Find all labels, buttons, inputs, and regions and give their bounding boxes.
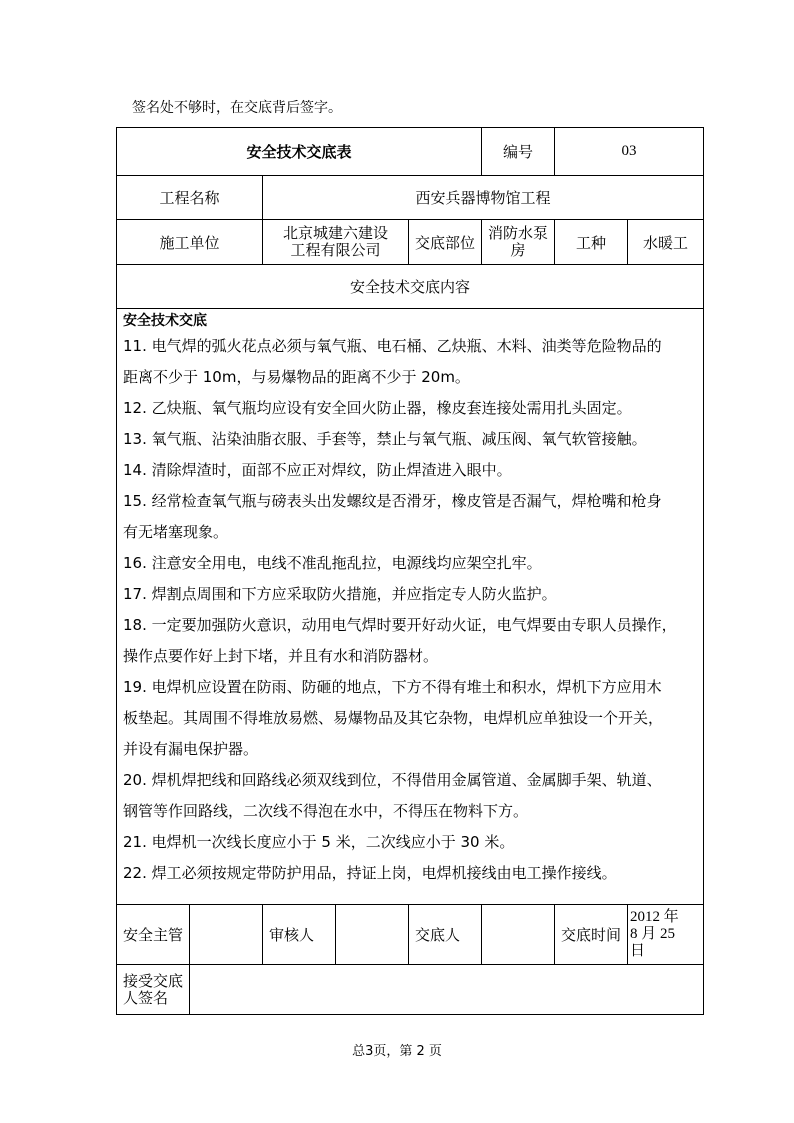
content-line: 钢管等作回路线，二次线不得泡在水中，不得压在物料下方。 — [123, 802, 529, 820]
safety-disclosure-form — [116, 127, 704, 1015]
content-line: 板垫起。其周围不得堆放易燃、易爆物品及其它杂物，电焊机应单独设一个开关， — [123, 709, 664, 727]
content-line: 14. 清除焊渣时，面部不应正对焊纹，防止焊渣进入眼中。 — [123, 461, 512, 479]
signature-note: 签名处不够时，在交底背后签字。 — [132, 100, 342, 116]
number-label: 编号 — [482, 128, 555, 176]
content-line: 并设有漏电保护器。 — [123, 740, 259, 758]
content-heading: 安全技术交底内容 — [117, 265, 704, 309]
content-line: 21. 电焊机一次线长度应小于 5 米，二次线应小于 30 米。 — [123, 833, 515, 851]
receiver-label-line-2: 人签名 — [123, 988, 169, 1007]
form-title: 安全技术交底表 — [117, 128, 482, 176]
trade-value: 水暖工 — [628, 220, 704, 265]
disclosure-date-line-2: 8 月 25 — [630, 926, 676, 942]
trade-label: 工种 — [555, 220, 628, 265]
content-line: 17. 焊割点周围和下方应采取防火措施，并应指定专人防火监护。 — [123, 585, 557, 603]
content-line: 距离不少于 10m，与易爆物品的距离不少于 20m。 — [123, 368, 470, 386]
content-line: 22. 焊工必须按规定带防护用品，持证上岗，电焊机接线由电工操作接线。 — [123, 864, 617, 882]
disclosure-time-label: 交底时间 — [555, 905, 628, 965]
disclosure-part-label: 交底部位 — [409, 220, 482, 265]
construction-unit-line-1: 北京城建六建设 — [282, 224, 388, 242]
disclosure-part-line-1: 消防水泵 — [487, 224, 548, 242]
construction-unit-label: 施工单位 — [117, 220, 263, 265]
disclosure-date-line-1: 2012 年 — [630, 909, 679, 925]
content-line: 16. 注意安全用电，电线不准乱拖乱拉，电源线均应架空扎牢。 — [123, 554, 542, 572]
disclosure-part-line-2: 房 — [510, 241, 526, 259]
receiver-row — [117, 965, 704, 1015]
content-line: 19. 电焊机应设置在防雨、防砸的地点，下方不得有堆土和积水，焊机下方应用木 — [123, 678, 662, 696]
content-subheading: 安全技术交底 — [123, 313, 207, 329]
project-name-label: 工程名称 — [117, 176, 263, 220]
receiver-signature-label — [117, 965, 190, 1015]
content-line: 13. 氧气瓶、沾染油脂衣服、手套等，禁止与氧气瓶、减压阀、氧气软管接触。 — [123, 430, 647, 448]
content-row — [117, 309, 704, 905]
title-row — [117, 128, 704, 176]
discloser-signature[interactable] — [482, 905, 555, 965]
content-line: 操作点要作好上封下堵，并且有水和消防器材。 — [123, 647, 439, 665]
receiver-signature-area[interactable] — [190, 965, 704, 1015]
project-name-value: 西安兵器博物馆工程 — [263, 176, 704, 220]
content-heading-row — [117, 265, 704, 309]
content-line: 11. 电气焊的弧火花点必须与氧气瓶、电石桶、乙炔瓶、木料、油类等危险物品的 — [123, 337, 662, 355]
safety-supervisor-label: 安全主管 — [117, 905, 190, 965]
content-line: 12. 乙炔瓶、氧气瓶均应设有安全回火防止器，橡皮套连接处需用扎头固定。 — [123, 399, 632, 417]
reviewer-label: 审核人 — [263, 905, 336, 965]
content-body — [117, 309, 704, 905]
signoff-row — [117, 905, 704, 965]
safety-supervisor-signature[interactable] — [190, 905, 263, 965]
content-line: 18. 一定要加强防火意识，动用电气焊时要开好动火证，电气焊要由专职人员操作， — [123, 616, 677, 634]
receiver-label-line-1: 接受交底 — [123, 971, 184, 990]
project-row — [117, 176, 704, 220]
unit-row — [117, 220, 704, 265]
number-value: 03 — [555, 128, 704, 176]
disclosure-part-value — [482, 220, 555, 265]
reviewer-signature[interactable] — [336, 905, 409, 965]
content-line: 15. 经常检查氧气瓶与磅表头出发螺纹是否滑牙，橡皮管是否漏气，焊枪嘴和枪身 — [123, 492, 662, 510]
construction-unit-value — [263, 220, 409, 265]
construction-unit-line-2: 工程有限公司 — [290, 241, 381, 259]
content-line: 20. 焊机焊把线和回路线必须双线到位，不得借用金属管道、金属脚手架、轨道、 — [123, 771, 662, 789]
page-footer: 总3页，第 2 页 — [352, 1044, 442, 1059]
content-line: 有无堵塞现象。 — [123, 523, 229, 541]
disclosure-date — [628, 905, 704, 965]
discloser-label: 交底人 — [409, 905, 482, 965]
disclosure-date-line-3: 日 — [630, 943, 646, 959]
